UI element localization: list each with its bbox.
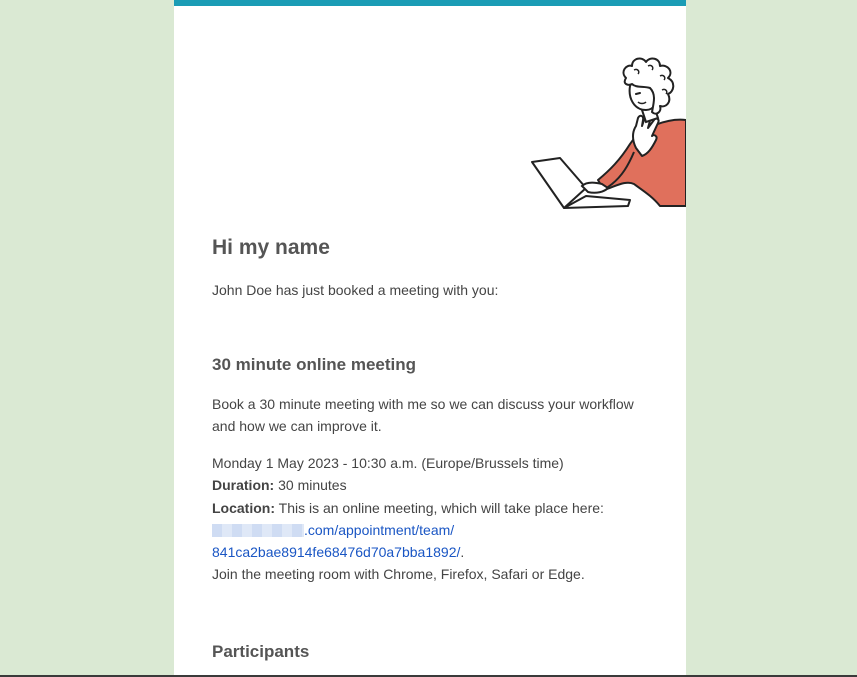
meeting-description: Book a 30 minute meeting with me so we can discuss your workflow and how we can improve it. [212,396,634,434]
booking-intro: John Doe has just booked a meeting with you: [212,282,499,298]
location-value: This is an online meeting, which will take place here: [275,499,604,516]
location-label: Location: [212,499,275,516]
participants-heading: Participants [212,642,310,661]
greeting-heading: Hi my name [212,236,330,259]
meeting-location [212,497,652,519]
meeting-datetime: Monday 1 May 2023 - 10:30 a.m. (Europe/Brussels time) [212,455,564,471]
meeting-link-line-2 [212,541,652,563]
duration-value: 30 minutes [274,477,347,494]
meeting-link-suffix: . [460,544,465,561]
email-card [174,0,686,677]
redacted-domain [212,524,304,537]
meeting-link-part-2[interactable]: 841ca2bae8914fe68476d70a7bba1892/ [212,544,461,561]
person-with-laptop-illustration [530,56,686,216]
accent-top-bar [174,0,686,6]
meeting-link-line-1 [212,519,652,541]
meeting-link-part-1[interactable]: .com/appointment/team/ [304,521,455,538]
meeting-details [212,452,652,586]
meeting-title: 30 minute online meeting [212,355,417,374]
duration-label: Duration: [212,477,275,494]
meeting-duration [212,474,652,496]
browser-note: Join the meeting room with Chrome, Firefox, Safari or Edge. [212,566,585,583]
